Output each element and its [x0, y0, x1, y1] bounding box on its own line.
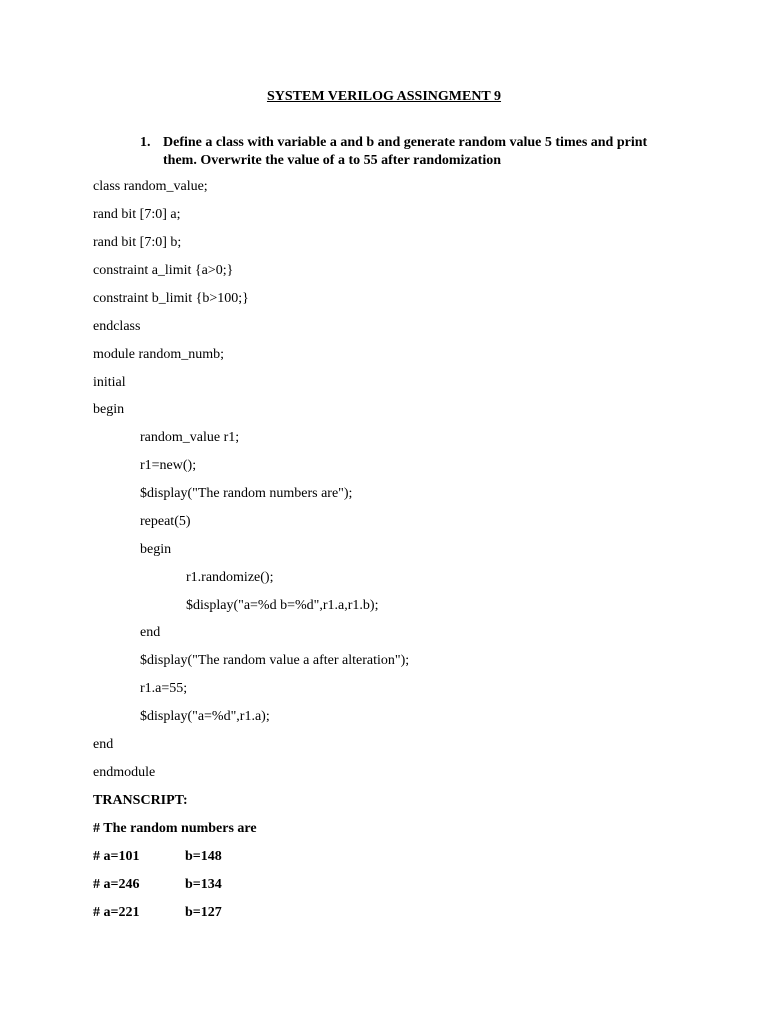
code-line: begin: [140, 542, 172, 557]
code-line: class random_value;: [93, 179, 208, 194]
code-line: endclass: [93, 319, 141, 334]
code-line: constraint a_limit {a>0;}: [93, 263, 234, 278]
transcript-b-value: b=134: [185, 877, 222, 892]
code-line: r1=new();: [140, 458, 197, 473]
document-title: SYSTEM VERILOG ASSINGMENT 9: [266, 89, 502, 104]
code-line: r1.randomize();: [186, 570, 274, 585]
transcript-heading: TRANSCRIPT:: [93, 793, 188, 808]
question-text: Define a class with variable a and b and generate random value 5 times and print them. Overwrite the value of a to 55 after randomization: [163, 135, 648, 168]
code-line: begin: [93, 402, 125, 417]
code-line: endmodule: [93, 765, 156, 780]
code-line: r1.a=55;: [140, 681, 188, 696]
code-line: rand bit [7:0] b;: [93, 235, 182, 250]
transcript-a-value: # a=246: [93, 877, 140, 892]
code-line: random_value r1;: [140, 430, 240, 445]
transcript-a-value: # a=221: [93, 905, 140, 920]
code-line: $display("The random numbers are");: [140, 486, 353, 501]
code-line: repeat(5): [140, 514, 191, 529]
question-number: 1.: [140, 135, 151, 150]
code-line: end: [93, 737, 114, 752]
code-line: $display("The random value a after alteration");: [140, 653, 410, 668]
transcript-a-value: # a=101: [93, 849, 140, 864]
transcript-intro: # The random numbers are: [93, 821, 257, 836]
code-line: module random_numb;: [93, 347, 225, 362]
transcript-b-value: b=127: [185, 905, 222, 920]
code-line: initial: [93, 375, 126, 390]
transcript-b-value: b=148: [185, 849, 222, 864]
question-1: [140, 134, 680, 170]
code-line: $display("a=%d",r1.a);: [140, 709, 270, 724]
code-line: end: [140, 625, 161, 640]
code-line: $display("a=%d b=%d",r1.a,r1.b);: [186, 598, 379, 613]
code-line: constraint b_limit {b>100;}: [93, 291, 249, 306]
code-line: rand bit [7:0] a;: [93, 207, 181, 222]
